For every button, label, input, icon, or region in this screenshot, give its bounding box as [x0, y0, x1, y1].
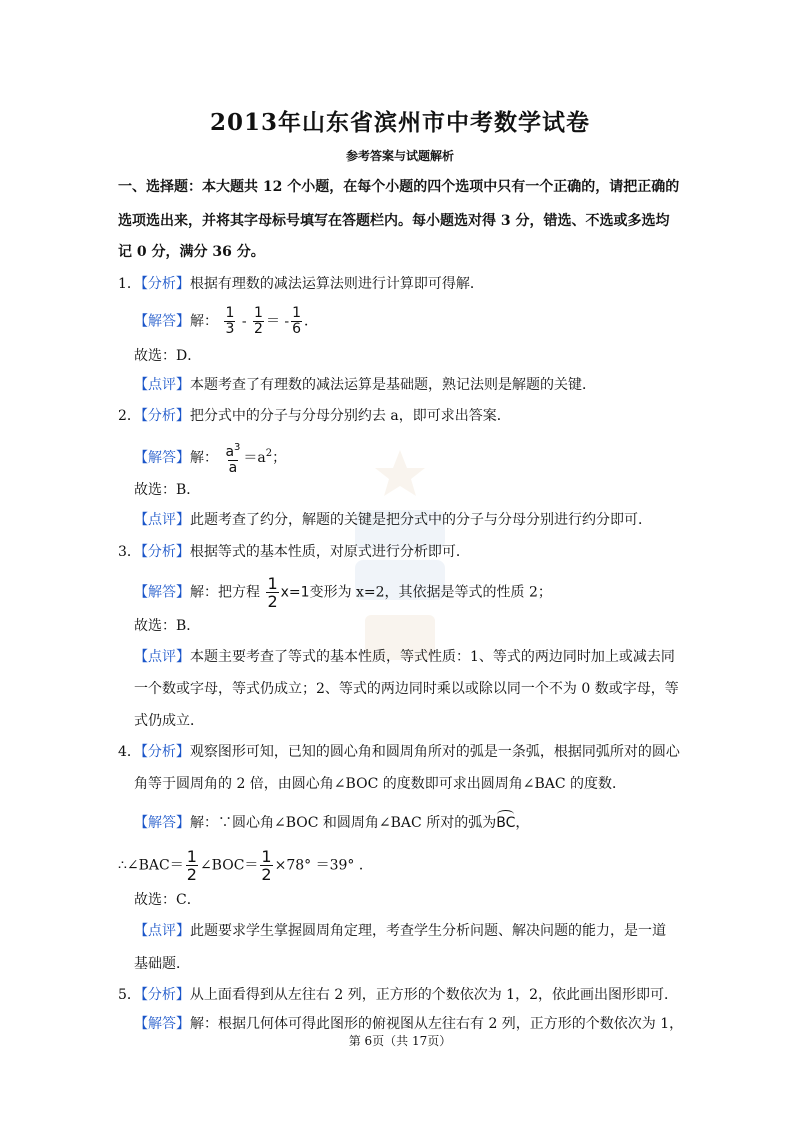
q4-comment-tag: 【点评】	[134, 923, 190, 939]
q5-solve-text: 解：根据几何体可得此图形的俯视图从左往右有 2 列，正方形的个数依次为 1，	[190, 1016, 684, 1032]
section-instructions-line-1: 一、选择题：本大题共 12 个小题，在每个小题的四个选项中只有一个正确的，请把正确的	[118, 179, 680, 195]
section-instructions-line-3: 记 0 分，满分 36 分。	[118, 244, 265, 260]
q1-comment	[134, 375, 596, 395]
q3-comment-text-1: 本题主要考查了等式的基本性质，等式性质：1、等式的两边同时加上或减去同	[190, 649, 675, 665]
q4-analysis-line-1	[118, 742, 680, 762]
q2-solution: 【解答】解： $\frac{a^3}{a}$ $=a^2$；	[134, 442, 287, 476]
page-title: 2013年山东省滨州市中考数学试卷	[209, 109, 590, 136]
q1-number: 1．	[118, 276, 141, 292]
q5-analysis-tag: 【分析】	[140, 987, 190, 1003]
q4-comment-line-2: 基础题．	[134, 956, 190, 972]
q1-analysis	[118, 274, 484, 294]
q2-comment	[134, 510, 652, 530]
q4-fraction-1: $\frac{1}{2}$	[186, 847, 197, 884]
q3-number: 3．	[118, 544, 141, 560]
q4-comment-line-1	[134, 921, 666, 941]
section-instructions-line-2: 选项选出来，并将其字母标号填写在答题栏内。每小题选对得 3 分，错选、不选或多选均	[118, 213, 670, 229]
q2-solve-prefix: 解：	[190, 450, 218, 466]
q3-fraction: $\frac{1}{2}$	[267, 574, 278, 611]
q3-choice: 故选：B．	[134, 618, 201, 634]
q4-equation: ∴∠BAC＝ $\frac{1}{2}$ ∠BOC＝ $\frac{1}{2}$ ×78° ＝39° ．	[118, 847, 373, 884]
q4-solution: 【解答】解：∵圆心角∠BOC 和圆周角∠BAC 所对的弧为BC，	[134, 815, 530, 831]
q5-analysis	[118, 985, 678, 1005]
q1-comment-tag: 【点评】	[134, 377, 190, 393]
q4-analysis-line-2: 角等于圆周角的 2 倍，由圆心角∠BOC 的度数即可求出圆周角∠BAC 的度数．	[134, 776, 627, 792]
page-footer: 第 6页（共 17页）	[348, 1034, 452, 1048]
q4-fraction-2: $\frac{1}{2}$	[261, 847, 272, 884]
q2-choice: 故选：B．	[134, 482, 201, 498]
q2-analysis-text: 把分式中的分子与分母分别约去 a，即可求出答案．	[189, 408, 511, 424]
q3-comment-line-1	[134, 647, 675, 667]
q5-answer-tag: 【解答】	[134, 1016, 190, 1032]
q1-answer-tag: 【解答】	[134, 313, 190, 330]
q5-number: 5．	[118, 987, 141, 1003]
q3-comment-line-2: 一个数或字母，等式仍成立；2、等式的两边同时乘以或除以同一个不为 0 数或字母，等	[134, 681, 679, 697]
q2-analysis-tag: 【分析】	[140, 408, 190, 424]
q3-solve-prefix: 解：把方程	[190, 584, 260, 601]
q4-choice: 故选：C．	[134, 892, 201, 908]
q3-answer-tag: 【解答】	[134, 584, 190, 601]
q1-solution: 【解答】解： $\frac{1}{3}$ - $\frac{1}{2}$ ＝ - $\frac{1}{6}$ ．	[134, 305, 319, 337]
q1-solve-prefix: 解：	[190, 313, 218, 330]
q2-analysis	[118, 406, 511, 426]
q4-answer-tag: 【解答】	[134, 815, 190, 831]
q3-analysis	[118, 542, 470, 562]
q4-number: 4．	[118, 744, 141, 760]
q1-fraction-1: $\frac{1}{3}$	[225, 305, 235, 337]
q3-comment-tag: 【点评】	[134, 649, 190, 665]
q3-analysis-tag: 【分析】	[140, 544, 190, 560]
q4-comment-text-1: 此题要求学生掌握圆周角定理，考查学生分析问题、解决问题的能力，是一道	[190, 923, 666, 939]
q2-comment-text: 此题考查了约分，解题的关键是把分式中的分子与分母分别进行约分即可．	[190, 512, 652, 528]
q4-analysis-text-1: 观察图形可知，已知的圆心角和圆周角所对的弧是一条弧，根据同弧所对的圆心	[189, 744, 680, 760]
q1-comment-text: 本题考查了有理数的减法运算是基础题，熟记法则是解题的关键．	[190, 377, 596, 393]
q4-arc-bc: BC	[496, 815, 516, 831]
q2-fraction: $\frac{a^3}{a}$	[225, 442, 241, 476]
q1-analysis-tag: 【分析】	[140, 276, 190, 292]
q4-analysis-tag: 【分析】	[140, 744, 190, 760]
q3-comment-line-3: 式仍成立．	[134, 713, 204, 729]
q2-answer-tag: 【解答】	[134, 450, 190, 466]
page-subtitle: 参考答案与试题解析	[345, 149, 454, 163]
q1-analysis-text: 根据有理数的减法运算法则进行计算即可得解．	[189, 276, 484, 292]
q1-fraction-2: $\frac{1}{2}$	[254, 305, 263, 337]
q2-comment-tag: 【点评】	[134, 512, 190, 528]
q5-analysis-text: 从上面看得到从左往右 2 列，正方形的个数依次为 1，2，依此画出图形即可．	[189, 987, 678, 1003]
q1-fraction-3: $\frac{1}{6}$	[292, 305, 302, 337]
q4-solve-text: 解：∵圆心角∠BOC 和圆周角∠BAC 所对的弧为	[190, 815, 497, 831]
q1-choice: 故选：D．	[134, 348, 202, 364]
q5-solution	[134, 1014, 683, 1034]
q3-analysis-text: 根据等式的基本性质，对原式进行分析即可．	[189, 544, 470, 560]
q2-number: 2．	[118, 408, 141, 424]
q3-solution: 【解答】解：把方程 $\frac{1}{2}$ x=1变形为 x=2，其依据是等式的性质 2；	[134, 574, 552, 611]
